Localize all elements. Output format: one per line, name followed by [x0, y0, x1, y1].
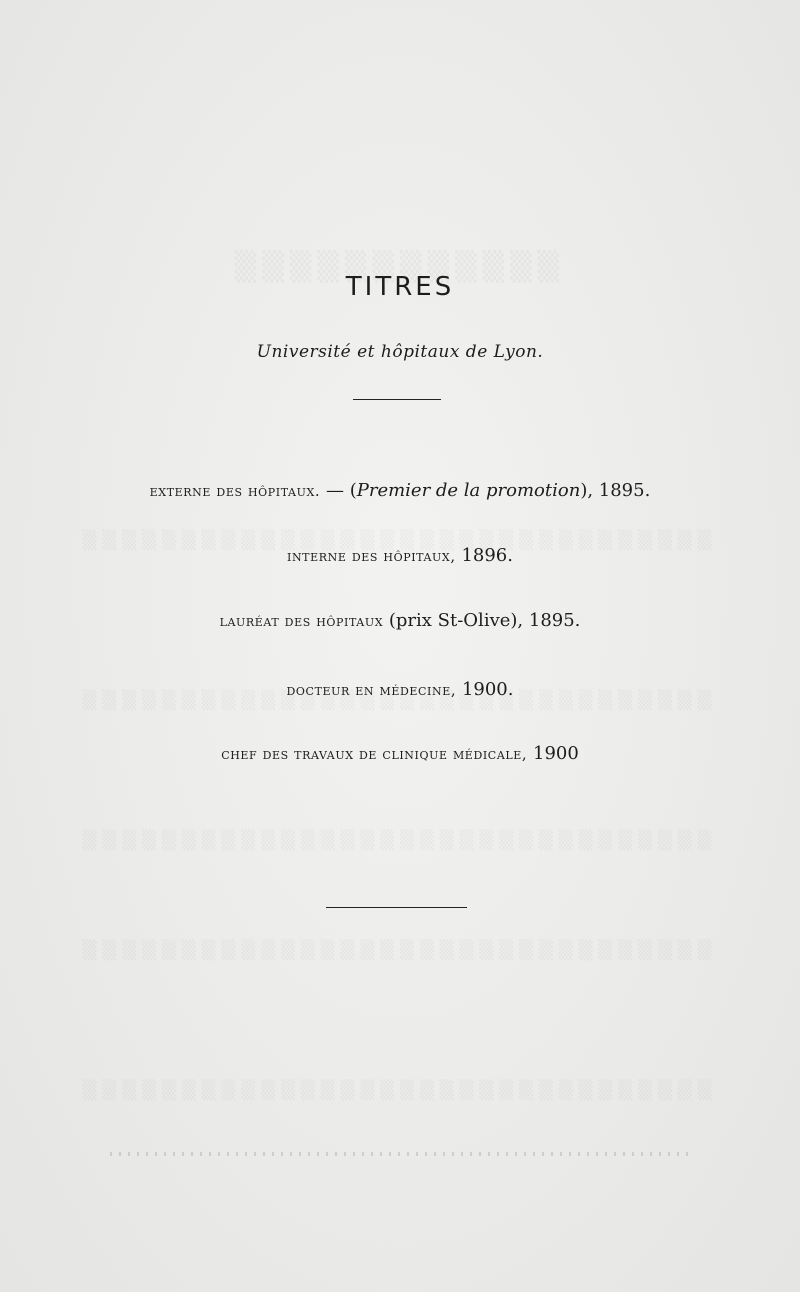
entry-interne: [0, 545, 800, 566]
entry-caps-text: docteur en médecine,: [286, 681, 457, 699]
page-subtitle: Université et hôpitaux de Lyon.: [256, 342, 544, 362]
bleed-through-text: [0, 830, 800, 851]
entry-docteur: [0, 679, 800, 700]
entry-caps-text: chef des travaux de clinique médicale,: [221, 745, 528, 763]
bleed-through-text: [0, 940, 800, 961]
page-title: TITRES: [345, 272, 455, 302]
entry-externe: [0, 480, 800, 501]
entry-tail-text: 1900.: [456, 679, 514, 700]
entry-tail-text: ), 1895.: [580, 480, 651, 501]
entry-caps-text: externe des hôpitaux.: [149, 482, 321, 500]
scan-speckle-line: [110, 1152, 690, 1156]
divider-short: [353, 399, 441, 400]
divider-long: [326, 907, 467, 908]
bleed-through-text: [0, 1080, 800, 1101]
entry-caps-text: lauréat des hôpitaux: [219, 612, 384, 630]
entry-separator: — (: [320, 480, 357, 501]
entry-tail-text: 1896.: [455, 545, 513, 566]
entry-tail-text: (prix St-Olive), 1895.: [383, 610, 581, 631]
entry-italic-text: Premier de la promotion: [356, 480, 581, 501]
entry-chef: [0, 743, 800, 764]
entry-laureat: [0, 610, 800, 631]
entry-caps-text: interne des hôpitaux,: [287, 547, 456, 565]
entry-tail-text: 1900: [527, 743, 579, 764]
